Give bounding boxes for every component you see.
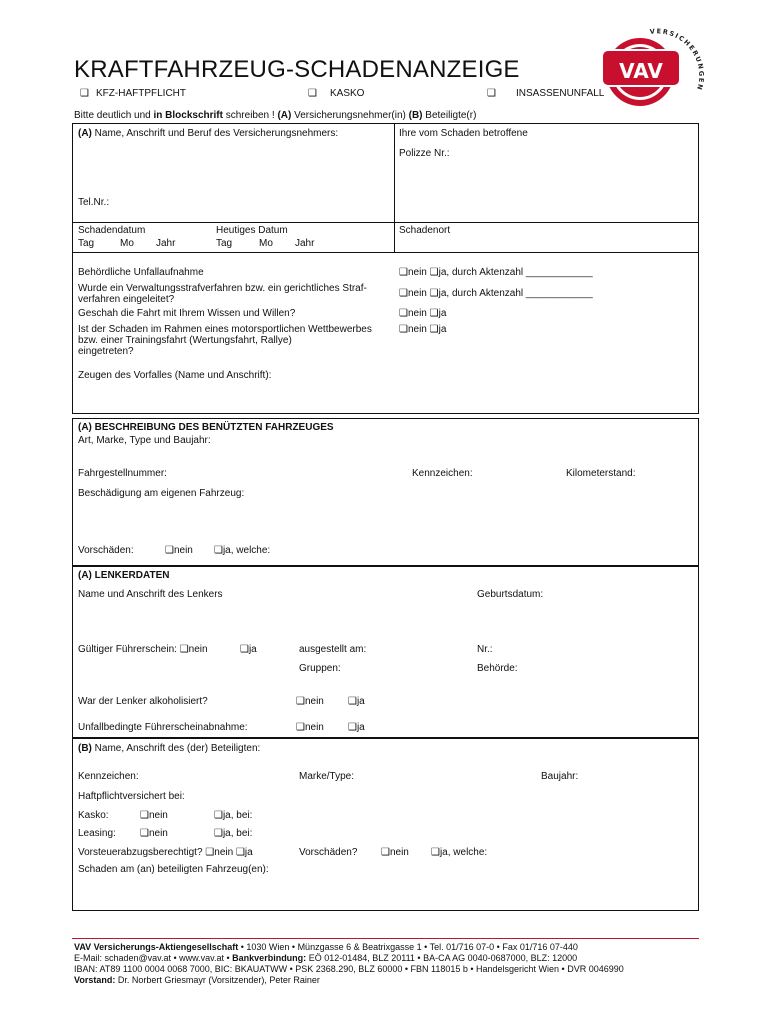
q-motorsport-answer[interactable]: ❑nein ❑ja <box>399 324 447 335</box>
svg-text:VAV: VAV <box>619 59 663 83</box>
b-marke-label: Marke/Type: <box>299 771 355 782</box>
policy-number-label: Polizze Nr.: <box>399 148 450 159</box>
contact: E-Mail: schaden@vav.at • www.vav.at • <box>74 953 233 963</box>
heutiges-datum-label: Heutiges Datum <box>216 225 288 236</box>
divider <box>72 222 699 223</box>
kfz-haftpflicht-checkbox[interactable]: ❑ <box>80 88 89 99</box>
vorschaeden-label: Vorschäden: <box>78 545 134 556</box>
driver-name-label: Name und Anschrift des Lenkers <box>78 589 223 600</box>
section-involved <box>72 738 699 911</box>
footer-line-4 <box>74 975 320 986</box>
vorschaeden-ja[interactable]: ❑ja, welche: <box>214 545 271 556</box>
art-label: Art, Marke, Type und Baujahr: <box>78 435 211 446</box>
b-leasing-ja[interactable]: ❑ja, bei: <box>214 828 253 839</box>
gruppen-label: Gruppen: <box>299 663 341 674</box>
mo-label-2: Mo <box>259 238 273 249</box>
kasko-label: KASKO <box>330 88 365 99</box>
q-strafverfahren-2: verfahren eingeleitet? <box>78 294 175 305</box>
b-kasko-label: Kasko: <box>78 810 109 821</box>
kfz-haftpflicht-label: KFZ-HAFTPFLICHT <box>96 88 186 99</box>
jahr-label: Jahr <box>156 238 176 249</box>
label-text: Name, Anschrift und Beruf des Versicherungsnehmers: <box>91 128 339 139</box>
fahrgestell-label: Fahrgestellnummer: <box>78 468 167 479</box>
behoerde-label: Behörde: <box>477 663 518 674</box>
kasko-checkbox[interactable]: ❑ <box>308 88 317 99</box>
instruction-bold: in Blockschrift <box>153 110 223 121</box>
b-vorschaeden-ja[interactable]: ❑ja, welche: <box>431 847 488 858</box>
zeugen-label: Zeugen des Vorfalles (Name und Anschrift): <box>78 370 272 381</box>
beschaedigung-label: Beschädigung am eigenen Fahrzeug: <box>78 488 245 499</box>
insassenunfall-checkbox[interactable]: ❑ <box>487 88 496 99</box>
vorsteuer-label[interactable]: Vorsteuerabzugsberechtigt? ❑nein ❑ja <box>78 847 253 858</box>
b-kasko-nein[interactable]: ❑nein <box>140 810 168 821</box>
vehicle-heading: (A) BESCHREIBUNG DES BENÜTZTEN FAHRZEUGES <box>78 422 334 433</box>
footer-line-3: IBAN: AT89 1100 0004 0068 7000, BIC: BKAUATWW • PSK 2368.290, BLZ 60000 • FBN 118015 b • Handelsgericht Wien • DVR 0046990 <box>74 964 624 974</box>
schadendatum-label: Schadendatum <box>78 225 146 236</box>
b-leasing-label: Leasing: <box>78 828 116 839</box>
label-a: (A) <box>78 128 92 139</box>
svg-text:VERSICHERUNGEN: VERSICHERUNGEN <box>649 28 706 92</box>
divider <box>394 123 395 252</box>
kilometerstand-label: Kilometerstand: <box>566 468 636 479</box>
q-wissen-answer[interactable]: ❑nein ❑ja <box>399 308 447 319</box>
abnahme-ja[interactable]: ❑ja <box>348 722 365 733</box>
footer-line-2 <box>74 953 577 964</box>
q-unfallaufnahme: Behördliche Unfallaufnahme <box>78 267 204 278</box>
q-strafverfahren-1: Wurde ein Verwaltungsstrafverfahren bzw. ein gerichtliches Straf- <box>78 283 367 294</box>
ausgestellt-label: ausgestellt am: <box>299 644 367 655</box>
vav-logo <box>588 28 708 128</box>
page-title: KRAFTFAHRZEUG-SCHADENANZEIGE <box>74 56 520 83</box>
geburtsdatum-label: Geburtsdatum: <box>477 589 544 600</box>
q-wissen: Geschah die Fahrt mit Ihrem Wissen und Willen? <box>78 308 296 319</box>
affected-label: Ihre vom Schaden betroffene <box>399 128 528 139</box>
bank-label: Bankverbindung: <box>232 953 307 963</box>
b-kennzeichen-label: Kennzeichen: <box>78 771 139 782</box>
alkohol-nein[interactable]: ❑nein <box>296 696 324 707</box>
tag-label: Tag <box>78 238 95 249</box>
haftpflicht-label: Haftpflichtversichert bei: <box>78 791 185 802</box>
b-schaden-label: Schaden am (an) beteiligten Fahrzeug(en): <box>78 864 269 875</box>
involved-heading-text: Name, Anschrift des (der) Beteiligten: <box>91 743 261 754</box>
board-label: Vorstand: <box>74 975 116 985</box>
abnahme-nein[interactable]: ❑nein <box>296 722 324 733</box>
b-vorschaeden-label: Vorschäden? <box>299 847 358 858</box>
jahr-label-2: Jahr <box>295 238 315 249</box>
instruction-mid: schreiben ! <box>222 110 278 121</box>
q-unfallaufnahme-answer[interactable]: ❑nein ❑ja, durch Aktenzahl ____________ <box>399 267 593 278</box>
board-names: Dr. Norbert Griesmayr (Vorsitzender), Peter Rainer <box>115 975 320 985</box>
q-motorsport-1: Ist der Schaden im Rahmen eines motorsportlichen Wettbewerbes <box>78 324 372 335</box>
vorschaeden-nein[interactable]: ❑nein <box>165 545 193 556</box>
instruction-a-text: Versicherungsnehmer(in) <box>291 110 409 121</box>
policyholder-label <box>78 128 338 140</box>
address: • 1030 Wien • Münzgasse 6 & Beatrixgasse 1 • Tel. 01/716 07-0 • Fax 01/716 07-440 <box>238 942 578 952</box>
b-baujahr-label: Baujahr: <box>541 771 579 782</box>
insassenunfall-label: INSASSENUNFALL <box>516 88 605 99</box>
tel-label: Tel.Nr.: <box>78 197 110 208</box>
driver-heading: (A) LENKERDATEN <box>78 570 170 581</box>
label-b: (B) <box>78 743 92 754</box>
instruction <box>74 110 476 122</box>
bank-details: EÖ 012-01484, BLZ 20111 • BA-CA AG 0040-0687000, BLZ: 12000 <box>306 953 578 963</box>
alkohol-ja[interactable]: ❑ja <box>348 696 365 707</box>
nr-label: Nr.: <box>477 644 493 655</box>
q-motorsport-3: eingetreten? <box>78 346 134 357</box>
instruction-b-text: Beteiligte(r) <box>422 110 477 121</box>
fuehrerschein-label[interactable]: Gültiger Führerschein: ❑nein <box>78 644 208 655</box>
mo-label: Mo <box>120 238 134 249</box>
abnahme-label: Unfallbedingte Führerscheinabnahme: <box>78 722 248 733</box>
q-motorsport-2: bzw. einer Trainingsfahrt (Wertungsfahrt, Rallye) <box>78 335 292 346</box>
involved-heading <box>78 743 260 755</box>
kennzeichen-label: Kennzeichen: <box>412 468 473 479</box>
tag-label-2: Tag <box>216 238 233 249</box>
instruction-pre: Bitte deutlich und <box>74 110 154 121</box>
footer-line-1 <box>74 942 578 953</box>
q-strafverfahren-answer[interactable]: ❑nein ❑ja, durch Aktenzahl ____________ <box>399 288 593 299</box>
instruction-a: (A) <box>277 110 292 121</box>
company-name: VAV Versicherungs-Aktiengesellschaft <box>74 942 239 952</box>
instruction-b: (B) <box>408 110 423 121</box>
schadenort-label: Schadenort <box>399 225 451 236</box>
b-kasko-ja[interactable]: ❑ja, bei: <box>214 810 253 821</box>
footer-divider <box>72 938 699 939</box>
alkohol-label: War der Lenker alkoholisiert? <box>78 696 208 707</box>
divider <box>72 252 699 253</box>
fuehrerschein-ja[interactable]: ❑ja <box>240 644 257 655</box>
b-leasing-nein[interactable]: ❑nein <box>140 828 168 839</box>
b-vorschaeden-nein[interactable]: ❑nein <box>381 847 409 858</box>
